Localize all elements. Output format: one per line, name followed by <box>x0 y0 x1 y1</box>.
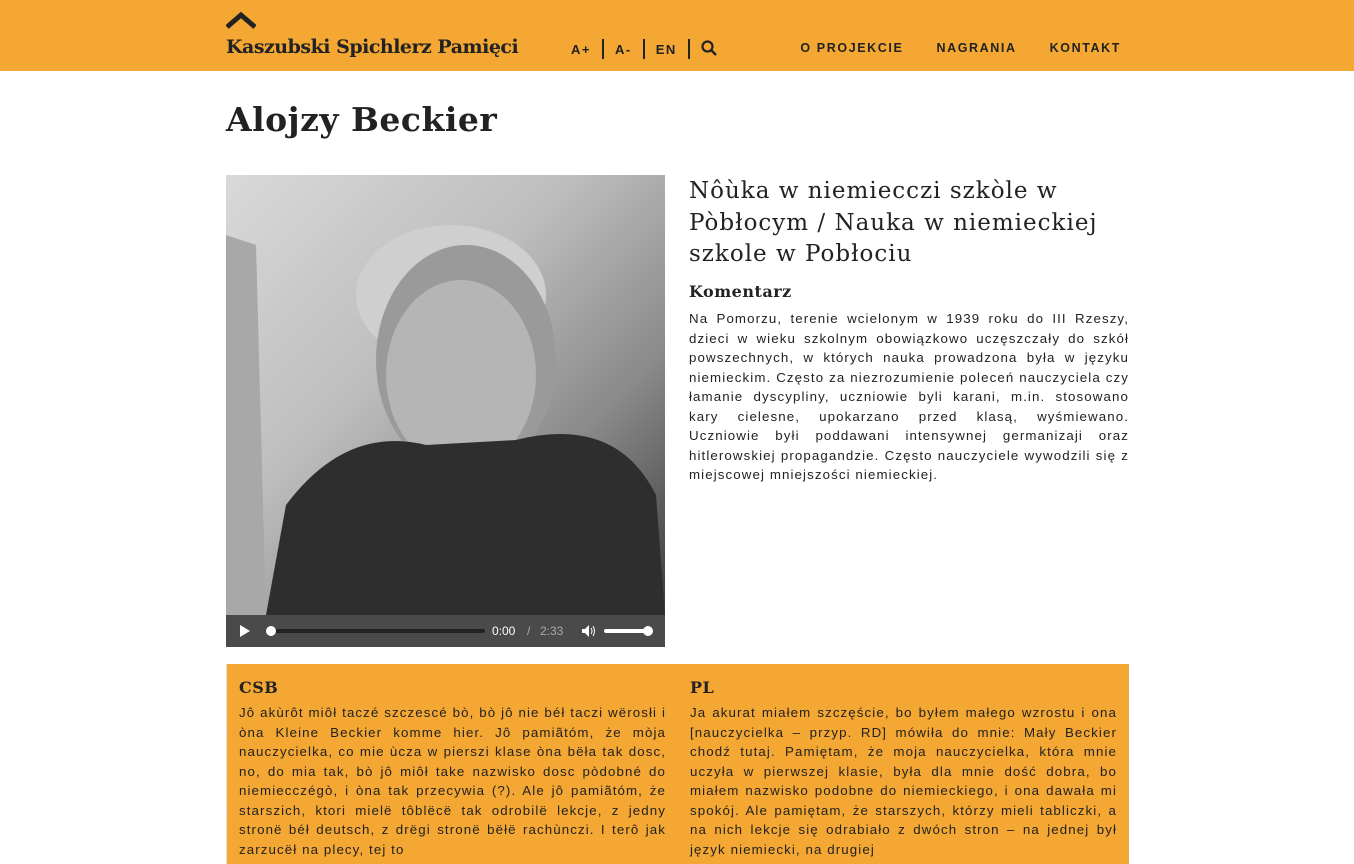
site-logo-link[interactable]: Kaszubski Spichlerz Pamięci <box>226 36 519 58</box>
portrait-photo <box>226 175 665 615</box>
play-icon[interactable] <box>239 624 251 638</box>
nav-nagrania[interactable]: NAGRANIA <box>936 41 1017 55</box>
nav-kontakt[interactable]: KONTAKT <box>1049 41 1121 55</box>
search-icon <box>701 40 717 56</box>
seek-handle[interactable] <box>266 626 276 636</box>
accessibility-tools <box>560 38 728 60</box>
nav-o-projekcie[interactable]: O PROJEKCIE <box>800 41 904 55</box>
search-button[interactable] <box>690 40 728 59</box>
transcript-section <box>226 664 1129 864</box>
page-title: Alojzy Beckier <box>226 100 498 139</box>
volume-icon[interactable] <box>581 624 597 638</box>
seek-slider[interactable] <box>269 629 485 633</box>
pl-heading: PL <box>690 678 715 697</box>
comment-heading: Komentarz <box>689 282 792 301</box>
time-separator: / <box>527 624 531 638</box>
logo-chevron-icon <box>226 11 256 29</box>
main-nav <box>800 41 1121 55</box>
site-header <box>0 0 1354 71</box>
current-time: 0:00 <box>492 624 516 638</box>
audio-media-block <box>226 175 665 647</box>
font-increase-button[interactable]: A+ <box>571 41 591 57</box>
transcript-pl <box>690 678 1117 859</box>
csb-heading: CSB <box>239 678 279 697</box>
pl-text: Ja akurat miałem szczęście, bo byłem małego wzrostu i ona [nauczycielka – przyp. RD] mówiła do mnie: Mały Beckier chodź tutaj. Pamiętam, że moja nauczycielka, która mnie uczyła w pierwszej klasie, była dla mnie dość dobra, bo miałem nazwisko podobne do niemieckiego, i ona dawała mi spokój. Ale pamiętam, że starszych, którzy mieli tabliczki, a na nich lekcje się odrabiało z dwóch stron – na jednej był język niemiecki, na drugiej <box>690 705 1117 857</box>
audio-player <box>226 615 665 647</box>
csb-text: Jô akùrôt miôł taczé szczescé bò, bò jô nie béł taczi wërosłi i òna Kleine Beckier komme hier. Jô pamiãtóm, że mòja nauczycielka, co mie ùcza w pierszi klase òna bëła tak dosc, no, do mia tak, bò jô miôł take nazwisko dosc pòdobné do niemiecczégò, i òna tak przecywia (?). Ale jô pamiãtóm, że starszich, ktori mielë tôblëcë tak odrobilë lekcje, z jedny stronë béł deutsch, z drëgi stronë bëłë rachùnczi. I terô jak zarzucëł na plecy, tej to <box>239 705 666 857</box>
volume-slider[interactable] <box>604 629 648 633</box>
transcript-csb <box>239 678 666 859</box>
volume-handle[interactable] <box>643 626 653 636</box>
language-switch-button[interactable]: EN <box>655 41 677 57</box>
duration: 2:33 <box>540 624 564 638</box>
comment-text: Na Pomorzu, terenie wcielonym w 1939 roku do III Rzeszy, dzieci w wieku szkolnym obowiązkowo uczęszczały do szkół powszechnych, w których nauka prowadzona była w języku niemieckim. Często za niezrozumienie poleceń nauczyciela czy łamanie dyscypliny, uczniowie byli karani, m.in. stosowano kary cielesne, upokarzano przed klasą, wyśmiewano. Uczniowie byłi poddawani intensywnej germanizaji oraz hitlerowskiej propagandzie. Często nauczyciele wywodzili się z miejscowej mniejszości niemieckiej. <box>689 311 1129 482</box>
recording-title: Nôùka w niemiecczi szkòle w Pòbłocym / Nauka w niemieckiej szkole w Pobłociu <box>689 178 1098 267</box>
font-decrease-button[interactable]: A- <box>614 41 632 57</box>
